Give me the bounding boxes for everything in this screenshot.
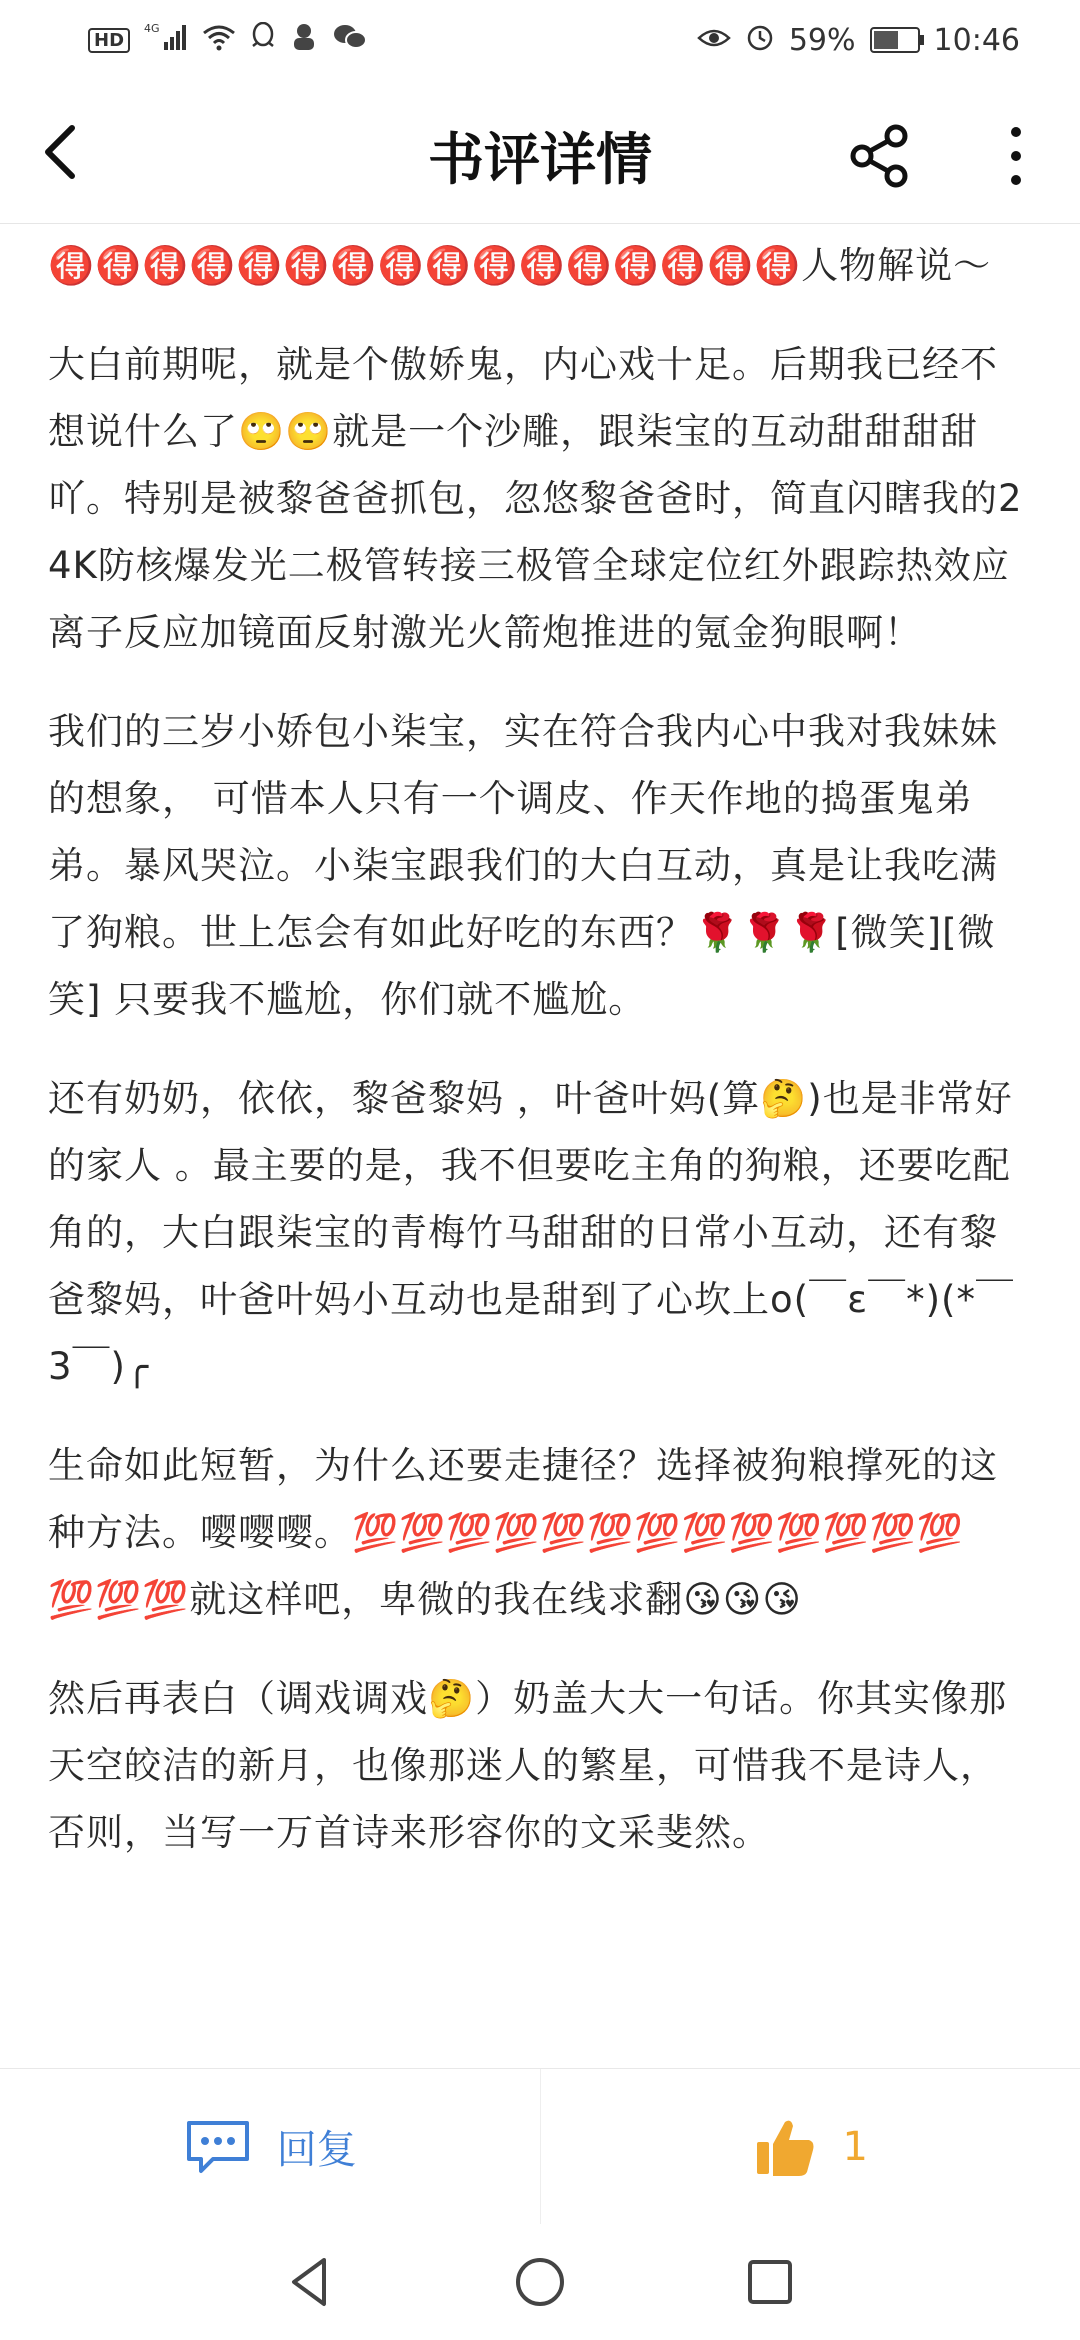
status-left bbox=[88, 22, 368, 59]
more-vertical-icon bbox=[996, 122, 1036, 190]
battery-icon bbox=[870, 27, 920, 53]
app-notification-icon bbox=[290, 22, 318, 59]
share-icon bbox=[846, 122, 914, 190]
reply-label: 回复 bbox=[276, 2127, 357, 2173]
nav-home-icon[interactable] bbox=[510, 2252, 570, 2312]
review-paragraph: 还有奶奶，依依，黎爸黎妈 ，叶爸叶妈(算🤔)也是非常好的家人 。最主要的是，我不但要吃主角的狗粮，还要吃配角的，大白跟柒宝的青梅竹马甜甜的日常小互动，还有黎爸黎妈，叶爸叶妈小互动也是甜到了心坎上o(￣ε￣*)(*￣3￣)╭ bbox=[48, 1077, 1014, 1388]
status-bar bbox=[0, 0, 1080, 80]
review-paragraph: 我们的三岁小娇包小柒宝，实在符合我内心中我对我妹妹的想象， 可惜本人只有一个调皮、作天作地的捣蛋鬼弟弟。暴风哭泣。小柒宝跟我们的大白互动，真是让我吃满了狗粮。世上怎会有如此好吃的东西？🌹🌹🌹[微笑][微笑] 只要我不尴尬，你们就不尴尬。 bbox=[48, 710, 998, 1021]
system-nav-bar bbox=[0, 2224, 1080, 2340]
wifi-icon bbox=[202, 23, 236, 58]
thumbs-up-icon bbox=[753, 2114, 819, 2180]
signal-icon bbox=[144, 22, 188, 59]
battery-percent: 59% bbox=[788, 22, 856, 58]
review-paragraph bbox=[48, 232, 1032, 299]
more-button[interactable] bbox=[996, 122, 1036, 190]
comment-icon bbox=[183, 2117, 253, 2177]
status-right bbox=[697, 22, 1020, 59]
clock: 10:46 bbox=[933, 22, 1020, 58]
review-paragraph: 生命如此短暂，为什么还要走捷径？选择被狗粮撑死的这种方法。嘤嘤嘤。💯💯💯💯💯💯💯💯💯💯💯💯💯💯💯💯就这样吧，卑微的我在线求翻😘😘😘 bbox=[48, 1444, 998, 1621]
action-bar bbox=[0, 2068, 1080, 2224]
paragraph-text: 人物解说～ bbox=[801, 244, 992, 287]
alarm-icon bbox=[745, 22, 775, 59]
page-title: 书评详情 bbox=[428, 127, 652, 193]
nav-recents-icon[interactable] bbox=[740, 2252, 800, 2312]
review-paragraph: 然后再表白（调戏调戏🤔）奶盖大大一句话。你其实像那天空皎洁的新月，也像那迷人的繁星，可惜我不是诗人，否则，当写一万首诗来形容你的文采斐然。 bbox=[48, 1677, 1008, 1854]
share-button[interactable] bbox=[846, 122, 914, 190]
signal-label: 4G bbox=[144, 21, 160, 35]
app-header bbox=[0, 80, 1080, 224]
like-button[interactable] bbox=[540, 2069, 1080, 2224]
qq-icon bbox=[250, 22, 276, 59]
eye-comfort-icon bbox=[697, 24, 731, 57]
review-paragraph: 大白前期呢，就是个傲娇鬼，内心戏十足。后期我已经不想说什么了🙄🙄就是一个沙雕，跟柒宝的互动甜甜甜甜吖。特别是被黎爸爸抓包，忽悠黎爸爸时，简直闪瞎我的24K防核爆发光二极管转接三极管全球定位红外跟踪热效应离子反应加镜面反射激光火箭炮推进的氪金狗眼啊！ bbox=[48, 343, 1023, 654]
reply-button[interactable] bbox=[0, 2069, 540, 2224]
battery-fill bbox=[874, 31, 899, 49]
review-content bbox=[48, 232, 1032, 2068]
hd-badge: HD bbox=[88, 28, 130, 53]
nav-back-icon[interactable] bbox=[280, 2252, 340, 2312]
emoji-decoration: 🉐🉐🉐🉐🉐🉐🉐🉐🉐🉐🉐🉐🉐🉐🉐🉐 bbox=[48, 244, 802, 287]
wechat-icon bbox=[332, 22, 368, 59]
like-count: 1 bbox=[842, 2123, 868, 2170]
